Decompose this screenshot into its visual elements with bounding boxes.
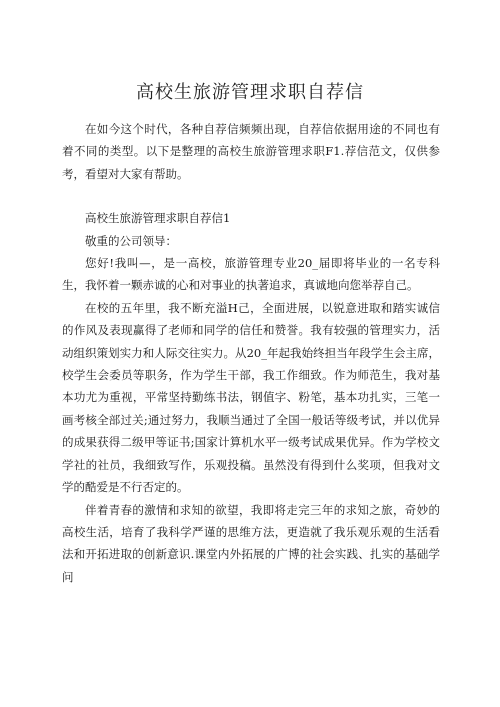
body-paragraph: 在校的五年里，我不断充溢H己，全面进展，以锐意进取和踏实诚信的作风及表现赢得了老师和同学的信任和赞誉。我有较强的管理实力，活动组织策划实力和人际交往实力。从20_年起我始终担当年段学生会主席，校学生会委员等职务，作为学生干部，我工作细致。作为师范生，我对基本功尤为重视，平常坚持勤练书法，钢值字、粉笔，基本功扎实，三笔一画考核全部过关;通过努力，我顺当通过了全国一般话等级考试，并以优异的成果获得二级甲等证书;国家计算机水平一级考试成果优异。作为学校文学社的社员，我细致写作，乐观投稿。虽然没有得到什么奖项，但我对文学的酷爱是不行否定的。 <box>62 300 440 495</box>
document-body <box>62 118 440 588</box>
intro-paragraph: 在如今这个时代，各种自荐信频频出现，自荐信依据用途的不同也有着不同的类型。以下是整理的高校生旅游管理求职F1.荐信范文，仅供参考，看望对大家有帮助。 <box>62 122 440 181</box>
body-paragraph: 您好!我叫—，是一高校，旅游管理专业20_届即将毕业的一名专科生，我怀着一颗赤诚的心和对事业的执著追求，真诚地向您举荐自己。 <box>62 256 440 293</box>
document-title: 高校生旅游管理求职自荐信 <box>136 82 364 103</box>
section-gap <box>62 185 440 207</box>
letter-heading: 高校生旅游管理求职自荐信1 <box>85 211 231 226</box>
body-paragraph: 伴着青春的激情和求知的欲望，我即将走完三年的求知之旅，奇妙的高校生活，培育了我科学严谨的思维方法，更造就了我乐观乐观的生活看法和开拓进取的创新意识.课堂内外拓展的广博的社会实践、扎实的基础学问 <box>62 502 440 584</box>
salutation: 敬重的公司领导： <box>85 233 177 248</box>
